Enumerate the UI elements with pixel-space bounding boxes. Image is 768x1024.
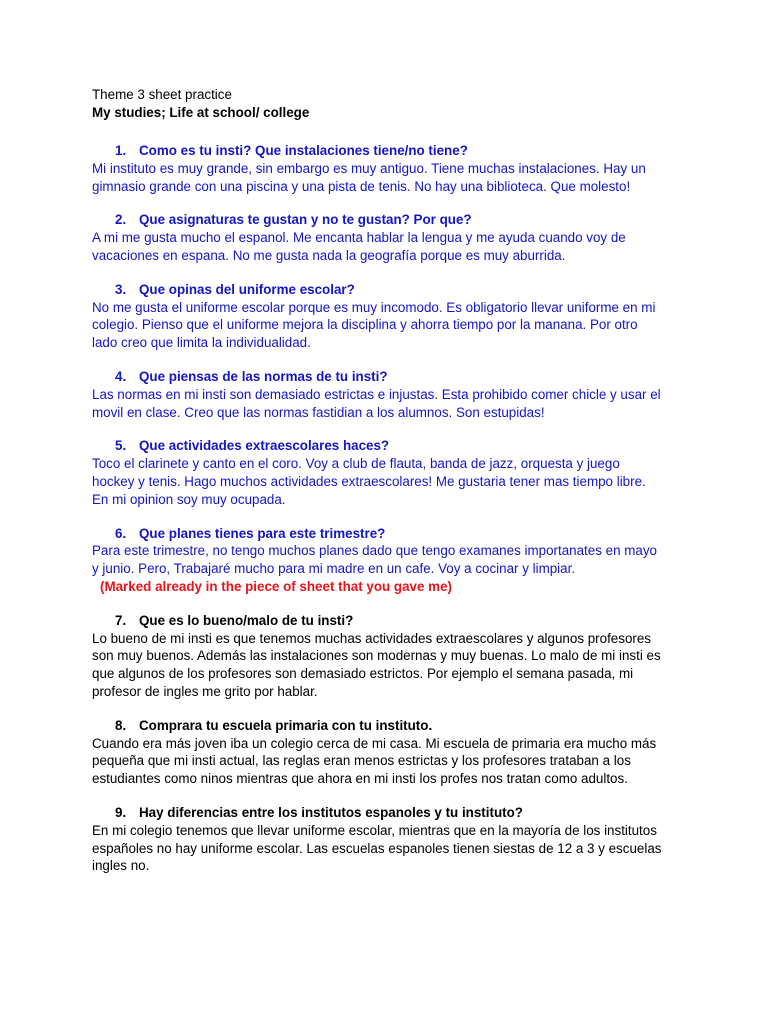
qa-item-2 bbox=[92, 211, 692, 264]
question-text: Que actividades extraescolares haces? bbox=[139, 438, 390, 454]
answer-7: Lo bueno de mi insti es que tenemos muchas actividades extraescolares y algunos profesores son muy buenos. Además las instalaciones son modernas y muy buenas. Lo malo de mi insti es que algunos de los profesores son demasiado estrictos. Por ejemplo el semana pasada, mi profesor de ingles me grito por hablar. bbox=[92, 630, 661, 699]
question-text: Como es tu insti? Que instalaciones tiene/no tiene? bbox=[139, 143, 468, 158]
question-number: 2. bbox=[115, 212, 127, 228]
question-number: 5. bbox=[115, 438, 127, 454]
answer-1: Mi instituto es muy grande, sin embargo es muy antiguo. Tiene muchas instalaciones. Hay un gimnasio grande con una piscina y una pista de tenis. No hay una biblioteca. Que molesto! bbox=[92, 160, 646, 194]
question-7 bbox=[92, 612, 692, 630]
question-number: 6. bbox=[115, 525, 127, 541]
question-8 bbox=[92, 717, 692, 735]
qa-item-4 bbox=[92, 368, 692, 421]
question-text: Comprara tu escuela primaria con tu instituto. bbox=[139, 717, 433, 733]
question-text: Hay diferencias entre los institutos espanoles y tu instituto? bbox=[139, 804, 523, 820]
answer-3: No me gusta el uniforme escolar porque es muy incomodo. Es obligatorio llevar uniforme en mi colegio. Pienso que el uniforme mejora la disciplina y ahorra tiempo por la manana. Por otro lado creo que limita la individualidad. bbox=[92, 299, 656, 351]
teacher-note: (Marked already in the piece of sheet that you gave me) bbox=[100, 578, 452, 594]
question-1 bbox=[92, 142, 692, 160]
answer-2: A mi me gusta mucho el espanol. Me encanta hablar la lengua y me ayuda cuando voy de vacaciones en espana. No me gusta nada la geografía porque es muy aburrida. bbox=[92, 230, 626, 263]
answer-9: En mi colegio tenemos que llevar uniforme escolar, mientras que en la mayoría de los institutos españoles no hay uniforme escolar. Las escuelas espanoles tienen siestas de 12 a 3 y escuelas ingles no. bbox=[92, 822, 662, 874]
question-2 bbox=[92, 211, 692, 229]
question-text: Que es lo bueno/malo de tu insti? bbox=[139, 612, 354, 628]
qa-item-1 bbox=[92, 142, 692, 195]
question-text: Que planes tienes para este trimestre? bbox=[139, 525, 386, 541]
question-number: 8. bbox=[115, 717, 127, 733]
question-text: Que asignaturas te gustan y no te gustan? Por que? bbox=[139, 212, 472, 228]
document-subtitle: My studies; Life at school/ college bbox=[92, 105, 310, 120]
qa-item-6 bbox=[92, 525, 692, 596]
answer-8: Cuando era más joven iba un colegio cerca de mi casa. Mi escuela de primaria era mucho más pequeña que mi insti actual, las reglas eran menos estrictas y los profesores trataban a los estudiantes como ninos mientras que ahora en mi insti los profes nos tratan como adultos. bbox=[92, 735, 657, 787]
document-title: Theme 3 sheet practice bbox=[92, 87, 232, 102]
question-number: 1. bbox=[115, 143, 127, 158]
answer-4: Las normas en mi insti son demasiado estrictas e injustas. Esta prohibido comer chicle y usar el movil en clase. Creo que las normas fastidian a los alumnos. Son estupidas! bbox=[92, 386, 661, 420]
question-5 bbox=[92, 437, 692, 455]
question-number: 9. bbox=[115, 804, 127, 820]
qa-item-7 bbox=[92, 612, 692, 701]
question-number: 4. bbox=[115, 368, 127, 384]
question-text: Que opinas del uniforme escolar? bbox=[139, 281, 355, 297]
question-6 bbox=[92, 525, 692, 543]
question-4 bbox=[92, 368, 692, 386]
question-number: 3. bbox=[115, 281, 127, 297]
question-text: Que piensas de las normas de tu insti? bbox=[139, 368, 388, 384]
question-3 bbox=[92, 281, 692, 299]
question-9 bbox=[92, 804, 692, 822]
document-page bbox=[92, 86, 692, 891]
qa-item-3 bbox=[92, 281, 692, 352]
answer-6: Para este trimestre, no tengo muchos planes dado que tengo examanes importanates en mayo y junio. Pero, Trabajaré mucho para mi madre en un cafe. Voy a cocinar y limpiar. bbox=[92, 543, 657, 577]
qa-item-5 bbox=[92, 437, 692, 508]
qa-item-9 bbox=[92, 804, 692, 875]
question-number: 7. bbox=[115, 612, 127, 628]
qa-item-8 bbox=[92, 717, 692, 788]
answer-5: Toco el clarinete y canto en el coro. Voy a club de flauta, banda de jazz, orquesta y juego hockey y tenis. Hago muchos actividades extraescolares! Me gustaria tener mas tiempo libre. En mi opinion soy muy ocupada. bbox=[92, 456, 646, 507]
